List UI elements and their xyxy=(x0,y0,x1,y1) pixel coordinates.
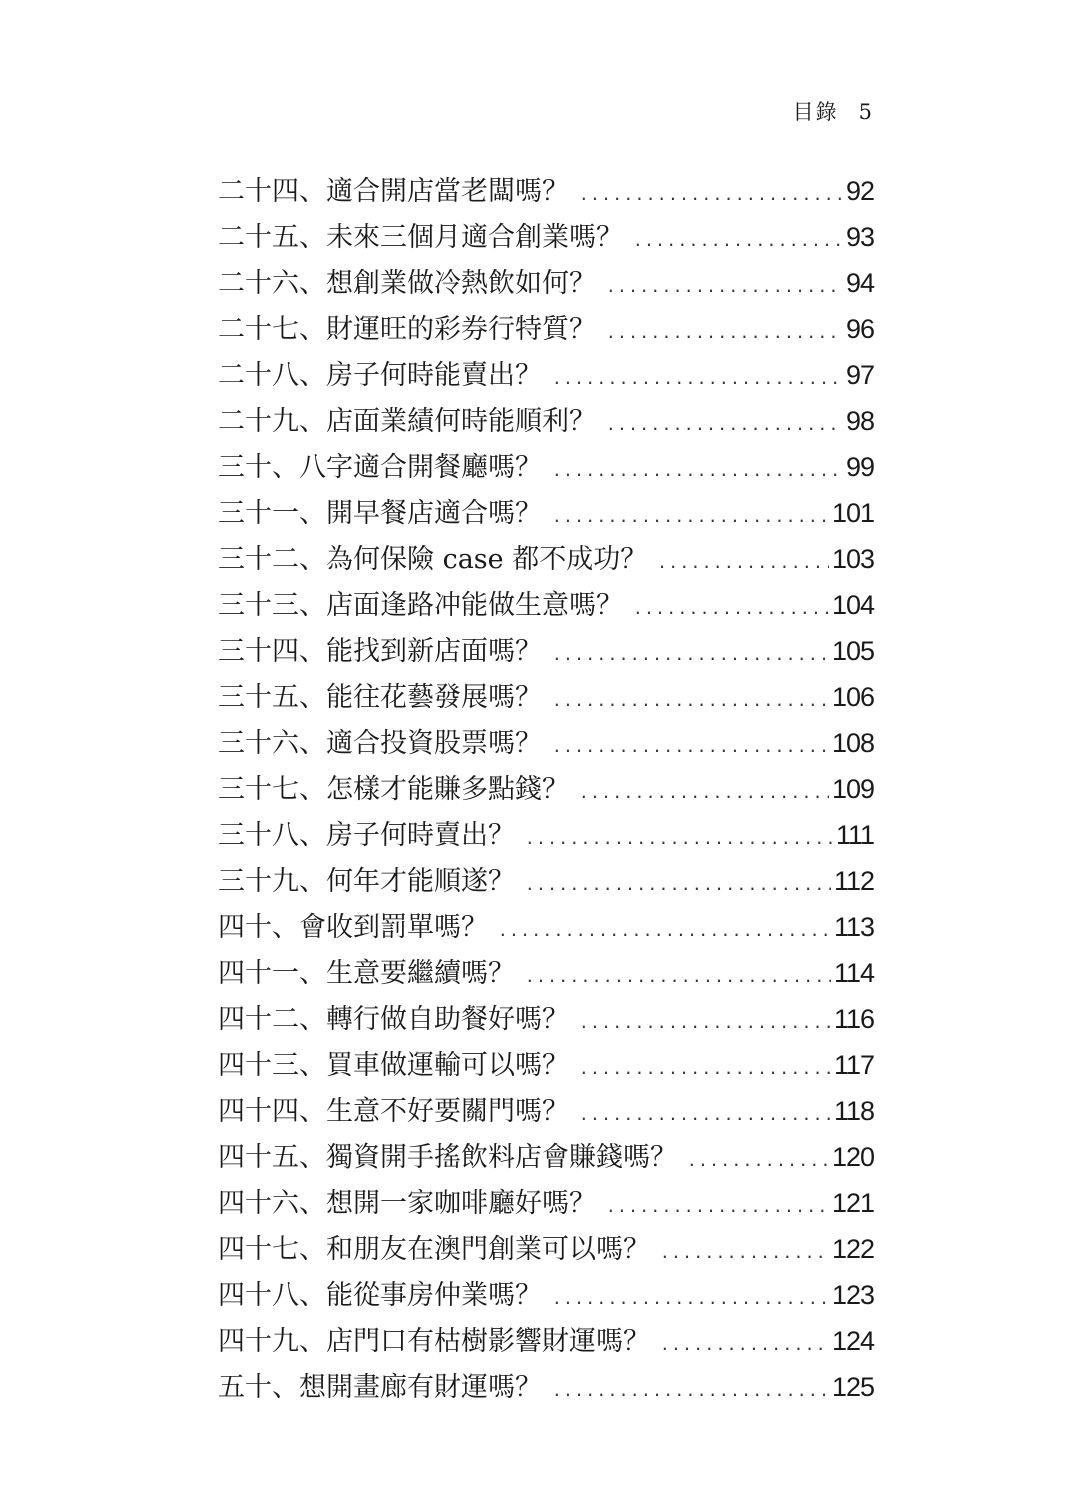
toc-entry-page-number: 97 xyxy=(845,360,874,390)
toc-entry-title: 四十六、想開一家咖啡廳好嗎？ xyxy=(218,1188,596,1219)
dot-leader xyxy=(552,1276,829,1322)
toc-entry-page-number: 120 xyxy=(831,1142,874,1172)
toc-entry-page-number: 93 xyxy=(845,222,874,252)
toc-entry-page-number: 118 xyxy=(833,1096,874,1126)
toc-entry-page-number: 117 xyxy=(833,1050,874,1080)
toc-entry-page-number: 121 xyxy=(831,1188,874,1218)
toc-entry xyxy=(218,352,874,398)
dot-leader xyxy=(606,402,843,448)
page-header xyxy=(793,96,874,126)
toc-entry-title: 四十七、和朋友在澳門創業可以嗎？ xyxy=(218,1234,650,1265)
toc-entry-title: 二十八、房子何時能賣出？ xyxy=(218,360,542,391)
toc-entry-title: 四十二、轉行做自助餐好嗎？ xyxy=(218,1004,569,1035)
toc-entry-title: 二十九、店面業績何時能順利？ xyxy=(218,406,596,437)
toc-entry-title: 三十八、房子何時賣出？ xyxy=(218,820,515,851)
toc-entry-page-number: 104 xyxy=(831,590,874,620)
toc-entry-page-number: 122 xyxy=(831,1234,874,1264)
toc-entry xyxy=(218,674,874,720)
toc-entry xyxy=(218,996,874,1042)
toc-entry xyxy=(218,398,874,444)
dot-leader xyxy=(660,1230,829,1276)
toc-entry xyxy=(218,1318,874,1364)
toc-entry-page-number: 92 xyxy=(845,176,874,206)
toc-entry xyxy=(218,444,874,490)
dot-leader xyxy=(552,724,829,770)
toc-entry-title: 四十八、能從事房仲業嗎？ xyxy=(218,1280,542,1311)
toc-entry xyxy=(218,1088,874,1134)
toc-entry-page-number: 96 xyxy=(845,314,874,344)
toc-entry xyxy=(218,490,874,536)
toc-entry-title: 四十四、生意不好要關門嗎？ xyxy=(218,1096,569,1127)
toc-entry xyxy=(218,812,874,858)
toc-entry xyxy=(218,720,874,766)
toc-entry-title: 五十、想開畫廊有財運嗎？ xyxy=(218,1372,542,1403)
dot-leader xyxy=(579,1000,831,1046)
toc-entry-title: 三十七、怎樣才能賺多點錢？ xyxy=(218,774,569,805)
toc-entry xyxy=(218,1180,874,1226)
dot-leader xyxy=(579,172,843,218)
toc-entry xyxy=(218,1226,874,1272)
toc-entry xyxy=(218,858,874,904)
dot-leader xyxy=(687,1138,829,1184)
toc-entry xyxy=(218,766,874,812)
toc-entry-page-number: 125 xyxy=(831,1372,874,1402)
dot-leader xyxy=(552,494,829,540)
toc-entry-title: 四十五、獨資開手搖飲料店會賺錢嗎？ xyxy=(218,1142,677,1173)
toc-entry xyxy=(218,1272,874,1318)
toc-entry-page-number: 123 xyxy=(831,1280,874,1310)
toc-entry-page-number: 108 xyxy=(831,728,874,758)
dot-leader xyxy=(606,1184,829,1230)
toc-entry-title: 四十三、買車做運輸可以嗎？ xyxy=(218,1050,569,1081)
dot-leader xyxy=(633,218,843,264)
toc-entry xyxy=(218,260,874,306)
toc-entry-page-number: 112 xyxy=(833,866,874,896)
toc-entry-title: 二十五、未來三個月適合創業嗎？ xyxy=(218,222,623,253)
toc-entry-page-number: 116 xyxy=(833,1004,874,1034)
toc-entry-title: 三十一、開早餐店適合嗎？ xyxy=(218,498,542,529)
table-of-contents xyxy=(218,168,874,1410)
toc-entry-title: 三十五、能往花藝發展嗎？ xyxy=(218,682,542,713)
toc-entry-page-number: 109 xyxy=(831,774,874,804)
toc-entry xyxy=(218,168,874,214)
dot-leader xyxy=(525,816,833,862)
dot-leader xyxy=(657,540,829,586)
dot-leader xyxy=(552,1368,829,1414)
toc-entry-page-number: 105 xyxy=(831,636,874,666)
dot-leader xyxy=(633,586,829,632)
toc-entry-page-number: 111 xyxy=(835,820,874,850)
toc-entry-title: 三十九、何年才能順遂？ xyxy=(218,866,515,897)
toc-entry xyxy=(218,1134,874,1180)
toc-entry xyxy=(218,628,874,674)
dot-leader xyxy=(552,448,843,494)
dot-leader xyxy=(606,264,843,310)
dot-leader xyxy=(525,862,831,908)
toc-entry xyxy=(218,214,874,260)
toc-entry-title: 四十九、店門口有枯樹影響財運嗎？ xyxy=(218,1326,650,1357)
toc-entry-title: 四十一、生意要繼續嗎？ xyxy=(218,958,515,989)
section-title: 目錄 xyxy=(792,100,839,124)
toc-entry-page-number: 114 xyxy=(833,958,874,988)
dot-leader xyxy=(579,1046,831,1092)
toc-entry-title: 三十六、適合投資股票嗎？ xyxy=(218,728,542,759)
toc-entry xyxy=(218,306,874,352)
dot-leader xyxy=(606,310,843,356)
toc-entry xyxy=(218,536,874,582)
toc-entry-page-number: 101 xyxy=(831,498,874,528)
toc-entry xyxy=(218,1042,874,1088)
dot-leader xyxy=(552,678,829,724)
toc-entry-page-number: 124 xyxy=(831,1326,874,1356)
dot-leader xyxy=(660,1322,829,1368)
dot-leader xyxy=(498,908,831,954)
dot-leader xyxy=(552,356,843,402)
toc-entry-title: 二十四、適合開店當老闆嗎？ xyxy=(218,176,569,207)
toc-entry-page-number: 99 xyxy=(845,452,874,482)
toc-entry-title: 三十二、為何保險 case 都不成功？ xyxy=(218,544,648,575)
page-number: 5 xyxy=(858,100,874,124)
toc-entry xyxy=(218,904,874,950)
dot-leader xyxy=(579,1092,831,1138)
toc-entry-page-number: 94 xyxy=(845,268,874,298)
toc-entry-title: 三十、八字適合開餐廳嗎？ xyxy=(218,452,542,483)
dot-leader xyxy=(579,770,829,816)
toc-entry-page-number: 103 xyxy=(831,544,874,574)
toc-entry-page-number: 106 xyxy=(831,682,874,712)
toc-entry xyxy=(218,1364,874,1410)
toc-entry-page-number: 98 xyxy=(845,406,874,436)
toc-entry-title: 二十六、想創業做冷熱飲如何？ xyxy=(218,268,596,299)
toc-entry-page-number: 113 xyxy=(833,912,874,942)
dot-leader xyxy=(525,954,831,1000)
toc-entry-title: 二十七、財運旺的彩券行特質？ xyxy=(218,314,596,345)
toc-entry-title: 三十四、能找到新店面嗎？ xyxy=(218,636,542,667)
toc-entry-title: 四十、會收到罰單嗎？ xyxy=(218,912,488,943)
toc-entry xyxy=(218,950,874,996)
dot-leader xyxy=(552,632,829,678)
toc-entry-title: 三十三、店面逢路冲能做生意嗎？ xyxy=(218,590,623,621)
toc-entry xyxy=(218,582,874,628)
